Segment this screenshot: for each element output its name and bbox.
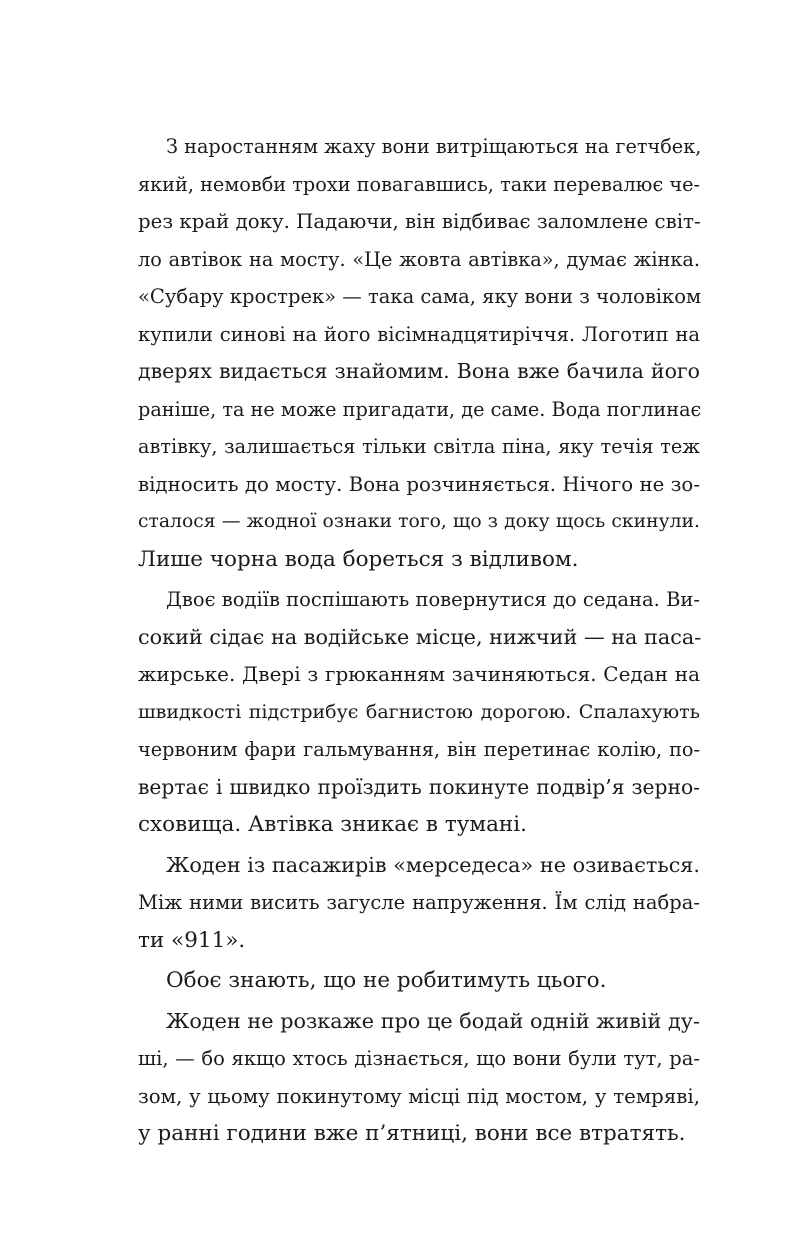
text-line: Лише чорна вода бореться з відливом. [138, 546, 579, 572]
text-line: зом, у цьому покинутому місці під мостом, у темряві, [138, 1084, 700, 1108]
text-line: «Субару крострек» — така сама, яку вони з чоловіком [138, 285, 702, 308]
text-line: жирське. Двері з грюканням зачиняються. Седан на [138, 662, 700, 686]
text-line: вертає і швидко проїздить покинуте подвір’я зерно- [138, 774, 700, 799]
text-body [138, 128, 700, 1153]
text-line: ти «911». [138, 927, 246, 953]
text-line: Двоє водіїв поспішають повернутися до седана. Ви- [166, 588, 700, 611]
text-line: швидкості підстрибує багнистою дорогою. Спалахують [138, 700, 700, 723]
text-line: З наростанням жаху вони витріщаються на гетчбек, [166, 135, 702, 158]
text-line: який, немовби трохи повагавшись, таки перевалює че- [138, 172, 700, 196]
text-line: автівку, залишається тільки світла піна, яку течія теж [138, 435, 700, 458]
text-line: ло автівок на мосту. «Це жовта автівка», думає жінка. [138, 247, 700, 271]
text-line: відносить до мосту. Вона розчиняється. Нічого не зо- [138, 472, 700, 496]
text-line: Жоден не розкаже про це бодай одній живій ду- [166, 1008, 700, 1033]
text-line: сталося — жодної ознаки того, що з доку щось скинули. [138, 511, 700, 532]
paragraph-4 [138, 962, 700, 1000]
text-line: у ранні години вже п’ятниці, вони все втратять. [138, 1121, 686, 1146]
paragraph-3 [138, 847, 700, 960]
text-line: ші, — бо якщо хтось дізнається, що вони були тут, ра- [138, 1047, 700, 1070]
text-line: рез край доку. Падаючи, він відбиває заломлене світ- [138, 210, 701, 233]
text-line: Між ними висить загусле напруження. Їм слід набра- [138, 891, 700, 914]
text-line: сокий сідає на водійське місце, нижчий — на паса- [138, 624, 702, 649]
text-line: сховища. Автівка зникає в тумані. [138, 812, 527, 837]
text-line: червоним фари гальмування, він перетинає колію, по- [138, 738, 700, 761]
text-line: купили синові на його вісімнадцятиріччя. Логотип на [138, 322, 700, 346]
text-line: раніше, та не може пригадати, де саме. Вода поглинає [138, 397, 702, 421]
paragraph-5 [138, 1003, 700, 1153]
text-line: дверях видається знайомим. Вона вже бачила його [138, 359, 700, 383]
paragraph-1 [138, 128, 700, 578]
text-line: Жоден із пасажирів «мерседеса» не озивається. [166, 852, 700, 877]
paragraph-2 [138, 581, 700, 844]
text-line: Обоє знають, що не робитимуть цього. [166, 968, 607, 993]
